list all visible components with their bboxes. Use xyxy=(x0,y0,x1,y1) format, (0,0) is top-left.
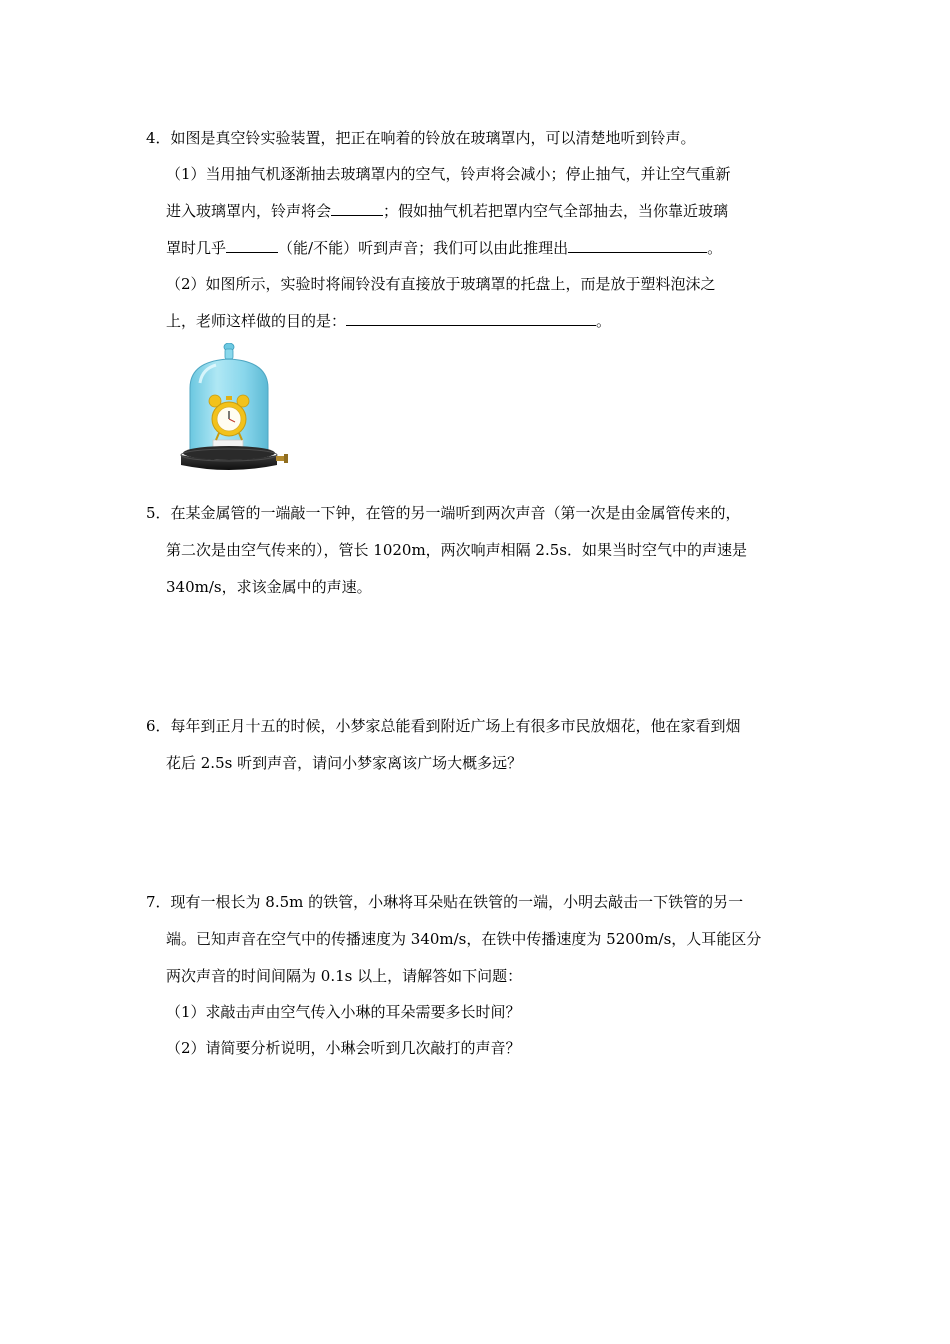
q4-part1-line1: （1）当用抽气机逐渐抽去玻璃罩内的空气，铃声将会减小；停止抽气，并让空气重新 xyxy=(166,165,731,183)
q5-line3: 340m/s，求该金属中的声速。 xyxy=(166,578,372,596)
q4-part1-line3-text-a: 罩时几乎 xyxy=(166,239,227,257)
q4-part2-line2-text-a: 上，老师这样做的目的是： xyxy=(166,312,347,330)
q4-part2-line2-text-b: 。 xyxy=(596,312,612,330)
q4-part1-line2-text-b: ；假如抽气机若把罩内空气全部抽去，当你靠近玻璃 xyxy=(383,202,729,220)
answer-blank-4[interactable] xyxy=(346,311,596,326)
q4-part2-line1: （2）如图所示，实验时将闹铃没有直接放于玻璃罩的托盘上，而是放于塑料泡沫之 xyxy=(166,275,716,293)
q7-sub2: （2）请简要分析说明，小琳会听到几次敲打的声音？ xyxy=(166,1039,521,1057)
q7-line3: 两次声音的时间间隔为 0.1s 以上，请解答如下问题： xyxy=(166,967,523,985)
q4-part1-line3-text-b: （能/不能）听到声音；我们可以由此推理出 xyxy=(278,239,569,257)
q6-line1: 6．每年到正月十五的时候，小梦家总能看到附近广场上有很多市民放烟花，他在家看到烟 xyxy=(146,717,741,735)
q7-sub1: （1）求敲击声由空气传入小琳的耳朵需要多长时间？ xyxy=(166,1003,521,1021)
q4-part1-line3 xyxy=(166,238,722,258)
q7-line1: 7．现有一根长为 8.5m 的铁管，小琳将耳朵贴在铁管的一端，小明去敲击一下铁管的另一 xyxy=(146,893,744,911)
q4-part1-line2 xyxy=(166,201,728,221)
q4-part1-line3-text-c: 。 xyxy=(707,239,723,257)
q6-line2: 花后 2.5s 听到声音，请问小梦家离该广场大概多远？ xyxy=(166,754,523,772)
answer-blank-3[interactable] xyxy=(568,238,707,253)
vacuum-bell-jar-alarm-clock-icon xyxy=(176,343,292,478)
q7-line2: 端。已知声音在空气中的传播速度为 340m/s，在铁中传播速度为 5200m/s，人耳能区分 xyxy=(166,930,762,948)
q5-line1: 5．在某金属管的一端敲一下钟，在管的另一端听到两次声音（第一次是由金属管传来的， xyxy=(146,504,741,522)
q4-stem: 4．如图是真空铃实验装置，把正在响着的铃放在玻璃罩内，可以清楚地听到铃声。 xyxy=(146,129,696,147)
answer-blank-2[interactable] xyxy=(226,238,278,253)
q4-part2-line2 xyxy=(166,311,611,331)
answer-blank-1[interactable] xyxy=(331,201,383,216)
q5-line2: 第二次是由空气传来的），管长 1020m，两次响声相隔 2.5s．如果当时空气中的声速是 xyxy=(166,541,747,559)
q4-part1-line2-text-a: 进入玻璃罩内，铃声将会 xyxy=(166,202,332,220)
